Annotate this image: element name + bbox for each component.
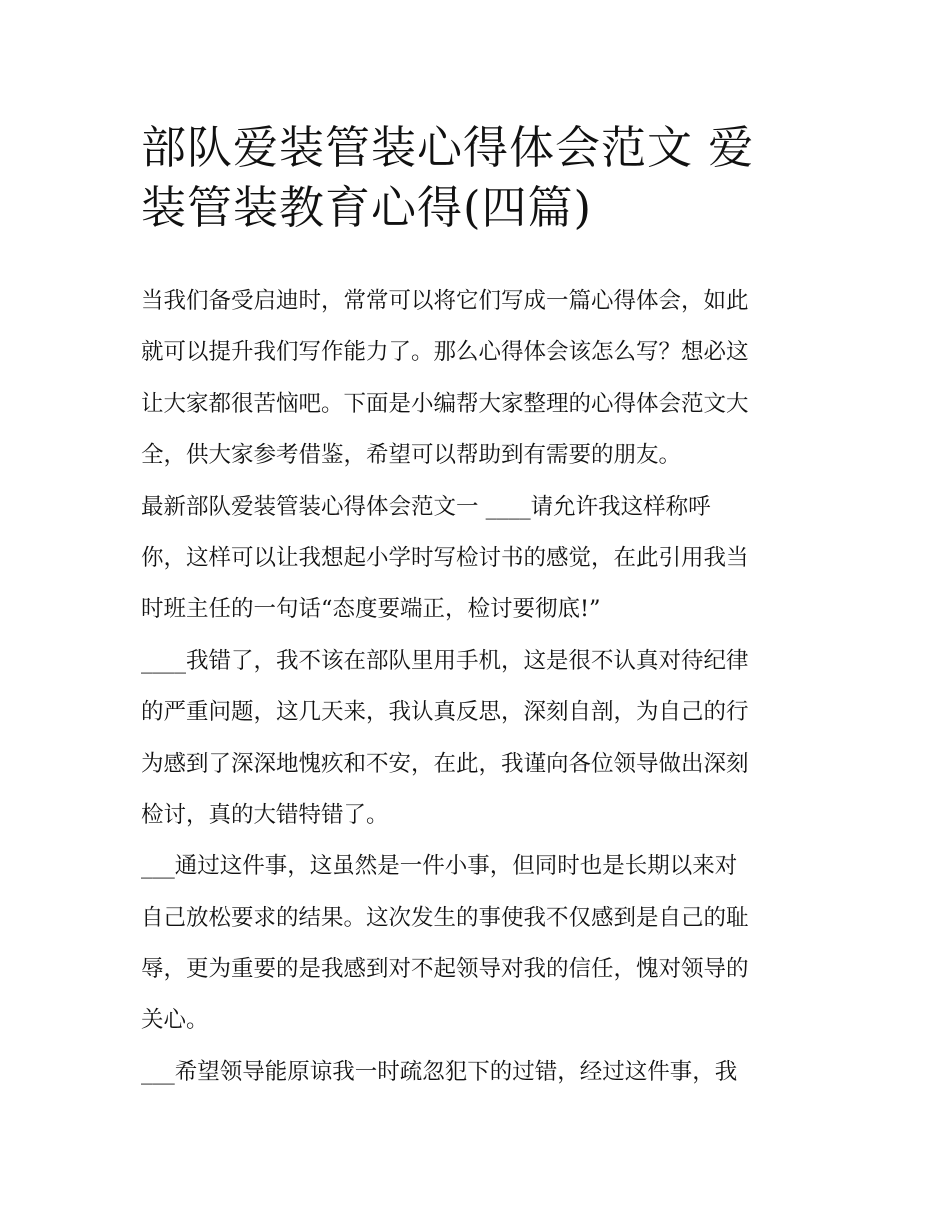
body-line: 关心。 bbox=[141, 1007, 209, 1034]
body-line: 时班主任的一句话“态度要端正，检讨要彻底!” bbox=[141, 596, 601, 623]
body-line: ____我错了，我不该在部队里用手机，这是很不认真对待纪律 bbox=[141, 647, 749, 674]
body-line: 为感到了深深地愧疚和不安，在此，我谨向各位领导做出深刻 bbox=[141, 750, 749, 777]
body-line: 最新部队爱装管装心得体会范文一 ____请允许我这样称呼 bbox=[141, 493, 711, 520]
body-line: 检讨，真的大错特错了。 bbox=[141, 801, 389, 828]
title-line-2: 装管装教育心得(四篇) bbox=[141, 181, 593, 234]
body-line: 让大家都很苦恼吧。下面是小编帮大家整理的心得体会范文大 bbox=[141, 390, 749, 417]
body-line: 就可以提升我们写作能力了。那么心得体会该怎么写？想必这 bbox=[141, 339, 749, 366]
body-line: 你，这样可以让我想起小学时写检讨书的感觉，在此引用我当 bbox=[141, 544, 749, 571]
body-line: 全，供大家参考借鉴，希望可以帮助到有需要的朋友。 bbox=[141, 442, 682, 469]
body-line: ___通过这件事，这虽然是一件小事，但同时也是长期以来对 bbox=[141, 853, 738, 880]
document-body bbox=[141, 276, 813, 1098]
body-line: 的严重问题，这几天来，我认真反思，深刻自剖，为自己的行 bbox=[141, 699, 749, 726]
body-line: 辱，更为重要的是我感到对不起领导对我的信任，愧对领导的 bbox=[141, 956, 749, 983]
body-line: ___希望领导能原谅我一时疏忽犯下的过错，经过这件事，我 bbox=[141, 1058, 738, 1085]
title-line-1: 部队爱装管装心得体会范文 爱 bbox=[141, 121, 755, 174]
document-title bbox=[141, 118, 821, 238]
body-line: 当我们备受启迪时，常常可以将它们写成一篇心得体会，如此 bbox=[141, 288, 749, 314]
body-line: 自己放松要求的结果。这次发生的事使我不仅感到是自己的耻 bbox=[141, 904, 749, 931]
